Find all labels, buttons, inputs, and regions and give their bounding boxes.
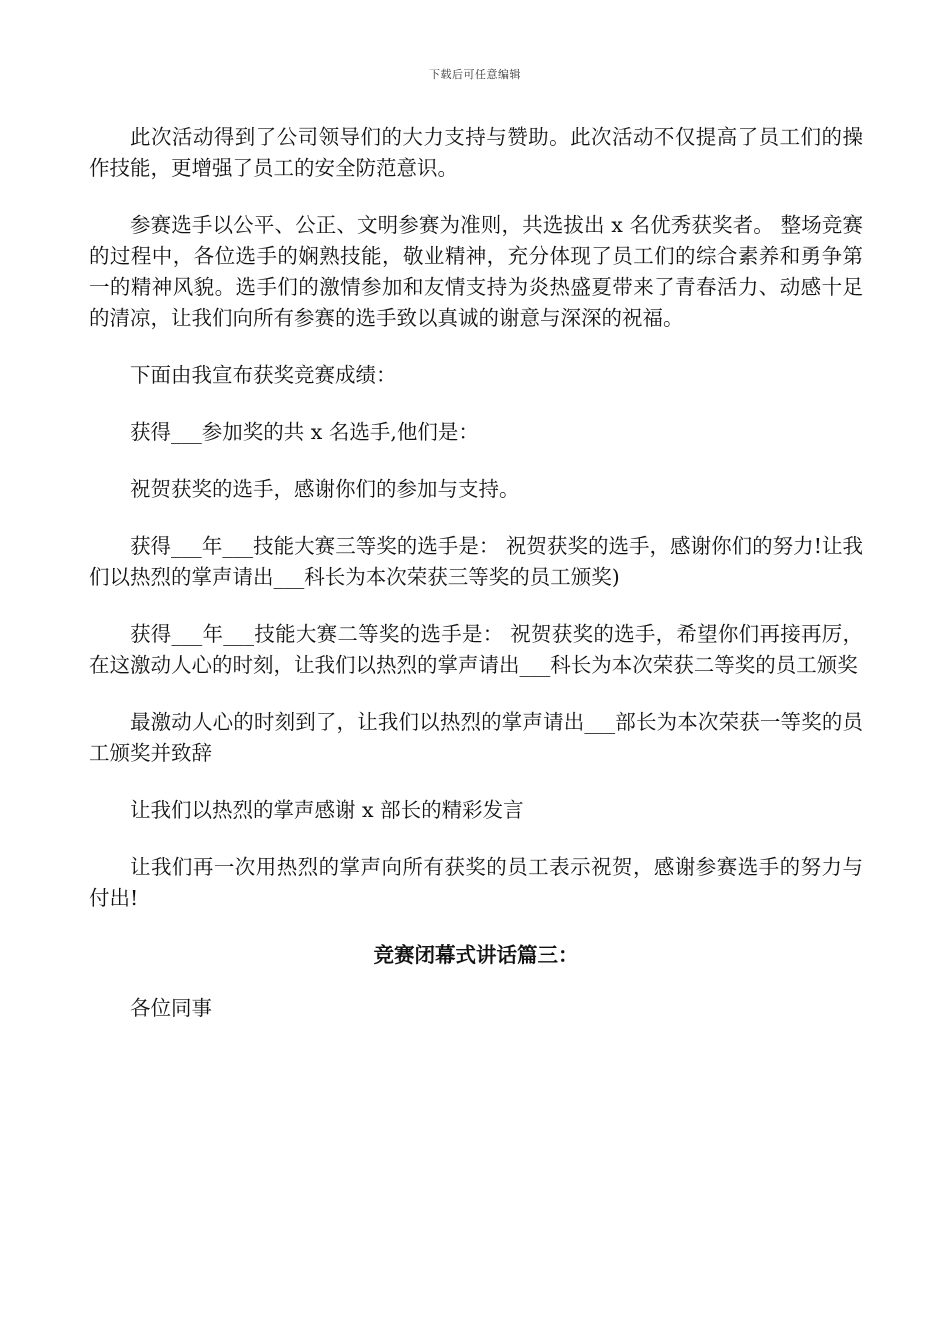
paragraph: 此次活动得到了公司领导们的大力支持与赞助。此次活动不仅提高了员工们的操作技能，更增强了员工的安全防范意识。: [89, 125, 863, 180]
paragraph: 获得___参加奖的共 x 名选手,他们是：: [130, 420, 479, 444]
section-title: 竞赛闭幕式讲话篇三：: [373, 943, 579, 967]
paragraph: 最激动人心的时刻到了，让我们以热烈的掌声请出___部长为本次荣获一等奖的员工颁奖并致辞: [89, 710, 863, 765]
paragraph: 获得___年___技能大赛三等奖的选手是： 祝贺获奖的选手，感谢你们的努力!让我们以热烈的掌声请出___科长为本次荣获三等奖的员工颁奖): [89, 534, 863, 589]
paragraph: 下面由我宣布获奖竞赛成绩：: [130, 363, 397, 387]
paragraph: 祝贺获奖的选手，感谢你们的参加与支持。: [130, 477, 520, 501]
paragraph: 获得___年___技能大赛二等奖的选手是： 祝贺获奖的选手，希望你们再接再厉，在这激动人心的时刻，让我们以热烈的掌声请出___科长为本次荣获二等奖的员工颁奖: [89, 622, 863, 677]
paragraph: 参赛选手以公平、公正、文明参赛为准则，共选拔出 x 名优秀获奖者。 整场竞赛的过程中，各位选手的娴熟技能，敬业精神，充分体现了员工们的综合素养和勇争第一的精神风貌。选手们的激情参加和友情支持为炎热盛夏带来了青春活力、动感十足的清凉，让我们向所有参赛的选手致以真诚的谢意与深深的祝福。: [89, 213, 863, 330]
paragraph: 各位同事: [130, 996, 212, 1020]
header-note: 下载后可任意编辑: [429, 68, 521, 81]
paragraph: 让我们以热烈的掌声感谢 x 部长的精彩发言: [130, 798, 524, 822]
paragraph: 让我们再一次用热烈的掌声向所有获奖的员工表示祝贺，感谢参赛选手的努力与付出!: [89, 855, 863, 910]
document-body: [89, 122, 863, 1050]
